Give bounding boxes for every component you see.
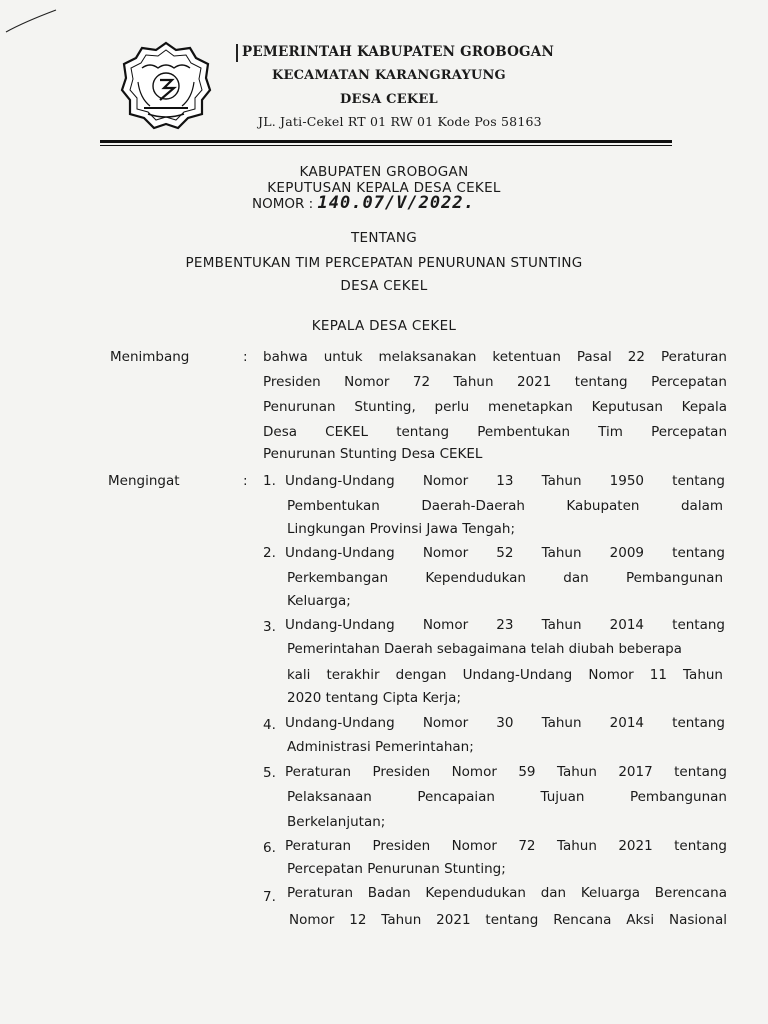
pen-scratch-mark	[4, 6, 60, 36]
mengingat-colon: :	[243, 473, 248, 489]
menimbang-label: Menimbang	[110, 349, 190, 365]
mengingat-item-line: Undang-Undang Nomor 52 Tahun 2009 tentang	[285, 545, 725, 561]
title-subject-line2: DESA CEKEL	[340, 278, 428, 294]
menimbang-line: Penurunan Stunting, perlu menetapkan Keputusan Kepala	[263, 399, 727, 415]
mengingat-item-line: 2020 tentang Cipta Kerja;	[287, 690, 461, 706]
letterhead-village: DESA CEKEL	[340, 92, 438, 107]
grobogan-regency-emblem	[120, 40, 212, 132]
mengingat-item-line: Berkelanjutan;	[287, 814, 386, 830]
mengingat-item-line: Peraturan Presiden Nomor 72 Tahun 2021 tentang	[285, 838, 727, 854]
decree-number	[252, 193, 475, 213]
mengingat-item-line: Pembentukan Daerah-Daerah Kabupaten dalam	[287, 498, 723, 514]
mengingat-item-line: Lingkungan Provinsi Jawa Tengah;	[287, 521, 516, 537]
title-keputusan: KEPUTUSAN KEPALA DESA CEKEL	[267, 180, 501, 196]
mengingat-item-line: Keluarga;	[287, 593, 351, 609]
mengingat-item-line: Pemerintahan Daerah sebagaimana telah diubah beberapa	[287, 642, 682, 657]
menimbang-line: Penurunan Stunting Desa CEKEL	[263, 446, 483, 462]
decree-number-label: NOMOR :	[252, 196, 314, 212]
mengingat-item-line: Perkembangan Kependudukan dan Pembangunan	[287, 570, 723, 586]
letterhead-district: KECAMATAN KARANGRAYUNG	[272, 68, 506, 83]
mengingat-item-number: 4.	[263, 717, 276, 733]
decree-number-handwritten: 140.07/V/2022.	[317, 193, 475, 213]
mengingat-item-line: Administrasi Pemerintahan;	[287, 739, 474, 755]
mengingat-item-line: Undang-Undang Nomor 30 Tahun 2014 tentang	[285, 715, 725, 731]
menimbang-colon: :	[243, 349, 248, 365]
mengingat-item-line: kali terakhir dengan Undang-Undang Nomor 11 Tahun	[287, 667, 723, 683]
menimbang-line: Presiden Nomor 72 Tahun 2021 tentang Percepatan	[263, 374, 727, 390]
mengingat-item-line: Nomor 12 Tahun 2021 tentang Rencana Aksi Nasional	[289, 912, 727, 928]
mengingat-item-line: Percepatan Penurunan Stunting;	[287, 861, 506, 877]
menimbang-line: bahwa untuk melaksanakan ketentuan Pasal 22 Peraturan	[263, 349, 727, 365]
letterhead-rule-thin	[100, 145, 672, 146]
mengingat-item-line: Peraturan Presiden Nomor 59 Tahun 2017 tentang	[285, 764, 727, 780]
mengingat-item-number: 6.	[263, 840, 276, 856]
mengingat-item-line: Undang-Undang Nomor 23 Tahun 2014 tentang	[285, 617, 725, 633]
mengingat-item-number: 5.	[263, 765, 276, 781]
title-subject-line1: PEMBENTUKAN TIM PERCEPATAN PENURUNAN STUNTING	[185, 255, 583, 271]
mengingat-item-number: 1.	[263, 473, 276, 489]
mengingat-item-line: Undang-Undang Nomor 13 Tahun 1950 tentang	[285, 473, 725, 489]
mengingat-item-number: 7.	[263, 889, 276, 905]
letterhead-address: JL. Jati-Cekel RT 01 RW 01 Kode Pos 58163	[258, 114, 542, 129]
mengingat-item-line: Peraturan Badan Kependudukan dan Keluarga Berencana	[287, 885, 727, 901]
letterhead-bar	[236, 44, 238, 62]
mengingat-item-number: 3.	[263, 619, 276, 635]
mengingat-item-number: 2.	[263, 545, 276, 561]
mengingat-item-line: Pelaksanaan Pencapaian Tujuan Pembangunan	[287, 789, 727, 805]
letterhead-government: PEMERINTAH KABUPATEN GROBOGAN	[242, 44, 554, 60]
mengingat-label: Mengingat	[108, 473, 180, 489]
title-issuer: KEPALA DESA CEKEL	[311, 318, 457, 334]
title-kabupaten: KABUPATEN GROBOGAN	[299, 164, 469, 180]
letterhead-rule-thick	[100, 140, 672, 143]
menimbang-line: Desa CEKEL tentang Pembentukan Tim Percepatan	[263, 424, 727, 440]
title-tentang: TENTANG	[351, 230, 417, 246]
